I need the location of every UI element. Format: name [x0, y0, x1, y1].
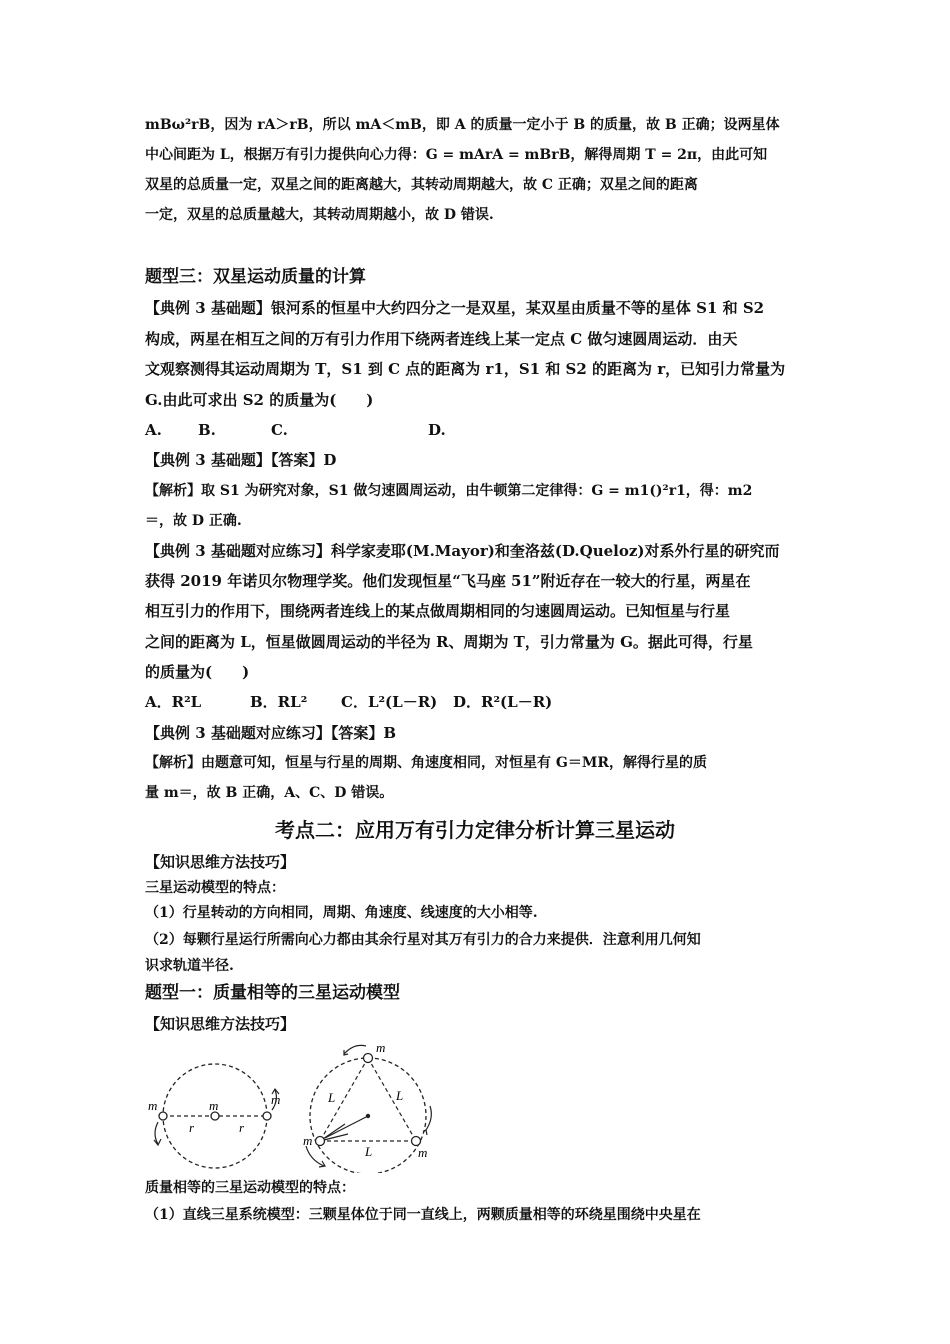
triangle-side — [368, 1058, 416, 1141]
problem-text-line: 获得 2019 年诺贝尔物理学奖。他们发现恒星“飞马座 51”附近存在一较大的行星，两星在 — [145, 572, 751, 590]
problem-text-line: 构成，两星在相互之间的万有引力作用下绕两者连线上某一定点 C 做匀速圆周运动．由天 — [145, 330, 738, 348]
side-label: L — [396, 1088, 404, 1103]
text-line: 质量相等的三星运动模型的特点： — [145, 1180, 355, 1196]
rotation-arrow — [344, 1045, 366, 1054]
text-line: 三星运动模型的特点： — [145, 880, 285, 896]
option-a: A．R²L — [145, 693, 202, 711]
solution-text-line: mBω²rB，因为 rA＞rB，所以 mA＜mB，即 A 的质量一定小于 B 的质量，故 B 正确；设两星体 — [145, 117, 780, 133]
mass-label: m — [209, 1098, 219, 1113]
option-b: B. — [198, 421, 216, 439]
subheading: 【知识思维方法技巧】 — [145, 853, 296, 871]
mass-label: m — [376, 1040, 386, 1055]
text-line: 识求轨道半径. — [145, 958, 234, 974]
star-left — [159, 1112, 167, 1120]
analysis-text-line: 【解析】由题意可知，恒星与行星的周期、角速度相同，对恒星有 G＝MR，解得行星的质 — [145, 755, 707, 771]
problem-text-line: 的质量为( ) — [145, 663, 250, 681]
text-line: （1）直线三星系统模型：三颗星体位于同一直线上，两颗质量相等的环绕星围绕中央星在 — [145, 1207, 701, 1223]
solution-text-line: 中心间距为 L，根据万有引力提供向心力得：G = mArA = mBrB，解得周期 T = 2π，由此可知 — [145, 147, 768, 163]
analysis-text-line: ＝，故 D 正确. — [145, 513, 242, 529]
rotation-arrow — [426, 1106, 431, 1130]
chapter-heading: 考点二：应用万有引力定律分析计算三星运动 — [275, 818, 675, 842]
mass-label: m — [148, 1098, 158, 1113]
option-b: B．RL² — [250, 693, 308, 711]
analysis-text-line: 【解析】取 S1 为研究对象，S1 做匀速圆周运动，由牛顿第二定律得：G = m1()²r1，得：m2 — [145, 483, 753, 499]
subheading: 【知识思维方法技巧】 — [145, 1015, 296, 1033]
section-heading: 题型三：双星运动质量的计算 — [145, 267, 366, 287]
text-line: （1）行星转动的方向相同，周期、角速度、线速度的大小相等. — [145, 905, 538, 921]
problem-text-line: 【典例 3 基础题】银河系的恒星中大约四分之一是双星，某双星由质量不等的星体 S1 和 S2 — [145, 299, 765, 317]
problem-text-line: G.由此可求出 S2 的质量为( ) — [145, 391, 374, 409]
option-c: C．L²(L－R) — [341, 693, 438, 711]
answer-line: 【典例 3 基础题对应练习】【答案】B — [145, 724, 397, 742]
option-d: D．R²(L－R) — [453, 693, 553, 711]
star-right — [263, 1112, 271, 1120]
star-center — [211, 1112, 219, 1120]
mass-label: m — [418, 1145, 428, 1160]
mass-label: m — [271, 1092, 281, 1107]
solution-text-line: 双星的总质量一定，双星之间的距离越大，其转动周期越大，故 C 正确；双星之间的距离 — [145, 177, 698, 193]
rotation-arrow — [306, 1146, 324, 1166]
star-top — [364, 1054, 373, 1063]
section-heading: 题型一：质量相等的三星运动模型 — [145, 983, 400, 1003]
side-label: L — [365, 1144, 373, 1159]
star-bottom-left — [316, 1137, 325, 1146]
solution-text-line: 一定，双星的总质量越大，其转动周期越小，故 D 错误. — [145, 207, 494, 223]
option-d: D. — [428, 421, 446, 439]
side-label: L — [328, 1090, 336, 1105]
analysis-text-line: 量 m＝，故 B 正确，A、C、D 错误。 — [145, 785, 394, 801]
three-star-diagram — [140, 1038, 450, 1173]
mass-label: m — [303, 1133, 313, 1148]
problem-text-line: 【典例 3 基础题对应练习】科学家麦耶(M.Mayor)和奎洛兹(D.Queloz)对系外行星的研究而 — [145, 542, 780, 560]
problem-text-line: 之间的距离为 L，恒星做圆周运动的半径为 R、周期为 T，引力常量为 G。据此可得，行星 — [145, 633, 753, 651]
radius-label: r — [239, 1120, 245, 1135]
answer-line: 【典例 3 基础题】【答案】D — [145, 451, 337, 469]
text-line: （2）每颗行星运行所需向心力都由其余行星对其万有引力的合力来提供．注意利用几何知 — [145, 932, 701, 948]
problem-text-line: 相互引力的作用下，围绕两者连线上的某点做周期相同的匀速圆周运动。已知恒星与行星 — [145, 602, 731, 620]
option-a: A. — [145, 421, 162, 439]
rotation-arrow — [155, 1122, 158, 1144]
option-c: C. — [271, 421, 288, 439]
radius-label: r — [189, 1120, 195, 1135]
problem-text-line: 文观察测得其运动周期为 T，S1 到 C 点的距离为 r1，S1 和 S2 的距离为 r，已知引力常量为 — [145, 360, 786, 378]
